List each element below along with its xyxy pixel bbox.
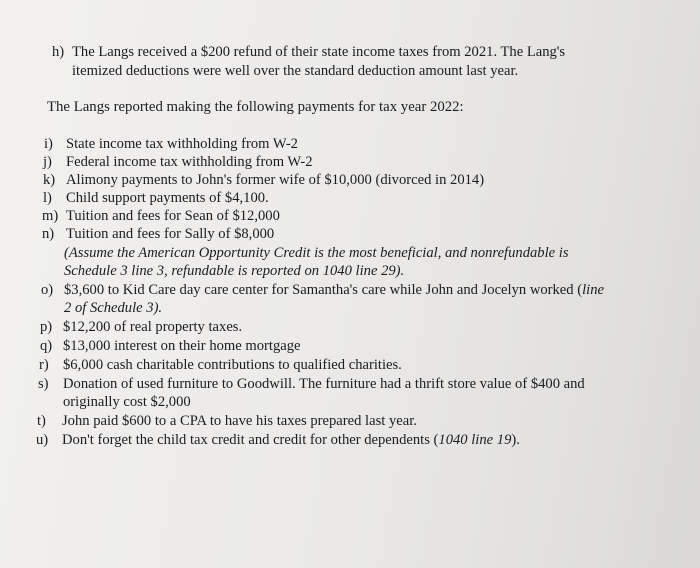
- item-s-line1: Donation of used furniture to Goodwill. The furniture had a thrift store value of $400 and: [63, 376, 585, 392]
- list-item-text: Tuition and fees for Sean of $12,000: [66, 208, 280, 224]
- list-item-text: $12,200 of real property taxes.: [63, 319, 243, 335]
- item-s-line2: originally cost $2,000: [63, 394, 191, 410]
- list-item-text: State income tax withholding from W-2: [66, 136, 298, 152]
- payments-intro: The Langs reported making the following payments for tax year 2022:: [47, 99, 464, 115]
- item-o-line1: $3,600 to Kid Care day care center for Samantha's care while John and Jocelyn worked (line: [64, 282, 604, 298]
- list-item-label: k): [43, 172, 56, 188]
- item-h-line1: The Langs received a $200 refund of their state income taxes from 2021. The Lang's: [72, 44, 566, 60]
- list-item-text: $6,000 cash charitable contributions to qualified charities.: [63, 357, 402, 373]
- item-t-label: t): [37, 413, 46, 429]
- list-item-label: i): [44, 136, 53, 152]
- list-item-label: n): [42, 226, 55, 242]
- note-n-line1: (Assume the American Opportunity Credit is the most beneficial, and nonrefundable is: [64, 245, 569, 261]
- list-item-label: p): [40, 319, 53, 335]
- item-h-label: h): [52, 44, 65, 60]
- note-n-line2: Schedule 3 line 3, refundable is reported on 1040 line 29).: [64, 263, 405, 279]
- list-item-text: Tuition and fees for Sally of $8,000: [66, 226, 275, 242]
- list-item-label: m): [42, 208, 59, 224]
- item-u-text: Don't forget the child tax credit and credit for other dependents (1040 line 19).: [62, 432, 520, 448]
- item-h-line2: itemized deductions were well over the standard deduction amount last year.: [72, 63, 519, 79]
- list-item-label: q): [40, 338, 53, 354]
- list-item-text: Federal income tax withholding from W-2: [66, 154, 313, 170]
- list-item-text: Child support payments of $4,100.: [66, 190, 269, 206]
- list-item-label: r): [39, 357, 49, 373]
- item-t-text: John paid $600 to a CPA to have his taxes prepared last year.: [62, 413, 417, 429]
- list-item-text: $13,000 interest on their home mortgage: [63, 338, 301, 354]
- item-u-label: u): [36, 432, 49, 448]
- list-item-label: l): [43, 190, 52, 206]
- item-s-label: s): [38, 376, 49, 392]
- item-o-line2: 2 of Schedule 3).: [64, 300, 163, 316]
- list-item-label: j): [43, 154, 52, 170]
- list-item-text: Alimony payments to John's former wife of $10,000 (divorced in 2014): [66, 172, 485, 188]
- item-o-label: o): [41, 282, 54, 298]
